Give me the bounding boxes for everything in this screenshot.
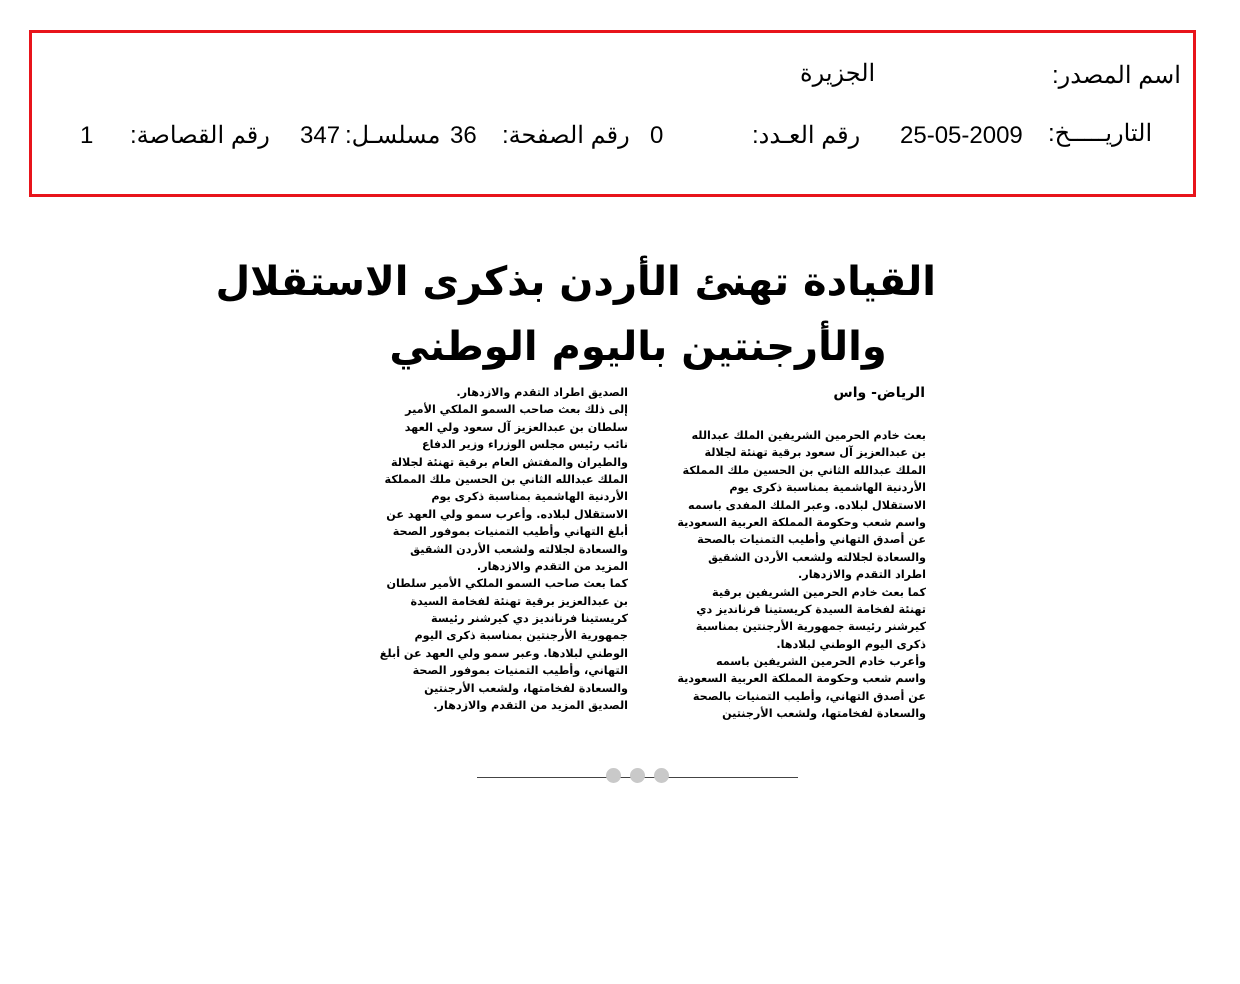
paragraph-line: الأردنية الهاشمية بمناسبة ذكرى يوم [729,481,926,495]
article-dateline: الرياض- واس [833,385,925,401]
paragraph-line: أبلغ التهاني وأطيب التمنيات بموفور الصحة [392,525,628,539]
clip-value: 1 [80,122,94,149]
clipping-metadata-box [29,30,1196,197]
paragraph-line: واسم شعب وحكومة المملكة العربية السعودية [677,672,926,686]
article-column-left [350,384,628,714]
paragraph-line: الأردنية الهاشمية بمناسبة ذكرى يوم [431,490,628,504]
paragraph-line: التهاني، وأطيب التمنيات بموفور الصحة [412,664,628,678]
paragraph-line: الملك عبدالله الثاني بن الحسين ملك المملكة [682,463,926,477]
paragraph-line: الوطني لبلادها. وعبر سمو ولي العهد عن أبلغ [379,646,628,660]
serial-label: مسلسـل: [345,122,441,149]
paragraph-line: الملك عبدالله الثاني بن الحسين ملك المملكة [384,472,628,486]
date-label: التاريـــــخ: [1048,120,1153,147]
paragraph-line: ذكرى اليوم الوطني لبلادها. [776,637,926,651]
paragraph-line: جمهورية الأرجنتين بمناسبة ذكرى اليوم [414,629,628,643]
paragraph-line: الاستقلال لبلاده. وأعرب سمو ولي العهد عن [386,507,628,521]
paragraph-line: والطيران والمفتش العام برقية تهنئة لجلالة [390,455,628,469]
ornament-dot-icon [606,768,621,783]
article-column-right [650,427,926,723]
paragraph-line: الصديق اطراد التقدم والازدهار. [456,386,628,399]
paragraph-line: عن أصدق التهاني وأطيب التمنيات بالصحة [697,533,926,547]
paragraph-line: إلى ذلك بعث صاحب السمو الملكي الأمير [405,403,628,417]
paragraph-line: عن أصدق التهاني، وأطيب التمنيات بالصحة [692,689,926,703]
date-value: 25-05-2009 [900,122,1023,149]
paragraph-line: وأعرب خادم الحرمين الشريفين باسمه [716,655,926,669]
headline-line-1: القيادة تهنئ الأردن بذكرى الاستقلال [215,259,936,305]
ornament-dot-icon [654,768,669,783]
page-value: 36 [450,122,477,149]
paragraph-line: كيرشنر رئيسة جمهورية الأرجنتين بمناسبة [695,620,926,634]
paragraph-line: واسم شعب وحكومة المملكة العربية السعودية [677,515,926,529]
paragraph-line: بن عبدالعزيز آل سعود برقية تهنئة لجلالة [704,446,926,460]
paragraph-line: كما بعث صاحب السمو الملكي الأمير سلطان [386,577,628,591]
paragraph-line: والسعادة لفخامتها، ولشعب الأرجنتين [424,681,628,695]
paragraph-line: كما بعث خادم الحرمين الشريفين برقية [712,585,926,599]
paragraph-line: كريستينا فرنانديز دي كيرشنر رئيسة [431,612,628,626]
issue-label: رقم العـدد: [752,122,861,149]
paragraph-line: المزيد من التقدم والازدهار. [476,559,628,573]
paragraph-line: سلطان بن عبدالعزيز آل سعود ولي العهد [404,420,628,434]
issue-value: 0 [650,122,664,149]
paragraph-line: بن عبدالعزيز برقية تهنئة لفخامة السيدة [410,594,628,608]
source-value: الجزيرة [800,60,876,87]
page-label: رقم الصفحة: [502,122,630,149]
ornament-dot-icon [630,768,645,783]
paragraph-line: الاستقلال لبلاده. وعبر الملك المفدى باسمه [688,498,926,512]
paragraph-line: الصديق المزيد من التقدم والازدهار. [433,699,628,713]
paragraph-line: والسعادة لجلالته ولشعب الأردن الشقيق [708,550,926,564]
headline-line-2: والأرجنتين باليوم الوطني [389,324,887,370]
paragraph-line: بعث خادم الحرمين الشريفين الملك عبدالله [691,429,926,442]
paragraph-line: والسعادة لفخامتها، ولشعب الأرجنتين [722,707,926,721]
clip-label: رقم القصاصة: [130,122,270,149]
paragraph-line: والسعادة لجلالته ولشعب الأردن الشقيق [410,542,628,556]
paragraph-line: تهنئة لفخامة السيدة كريستينا فرنانديز دي [696,602,926,616]
serial-value: 347 [300,122,341,149]
source-label: اسم المصدر: [1052,62,1181,89]
paragraph-line: اطراد التقدم والازدهار. [798,568,926,582]
paragraph-line: نائب رئيس مجلس الوزراء وزير الدفاع [421,438,628,452]
